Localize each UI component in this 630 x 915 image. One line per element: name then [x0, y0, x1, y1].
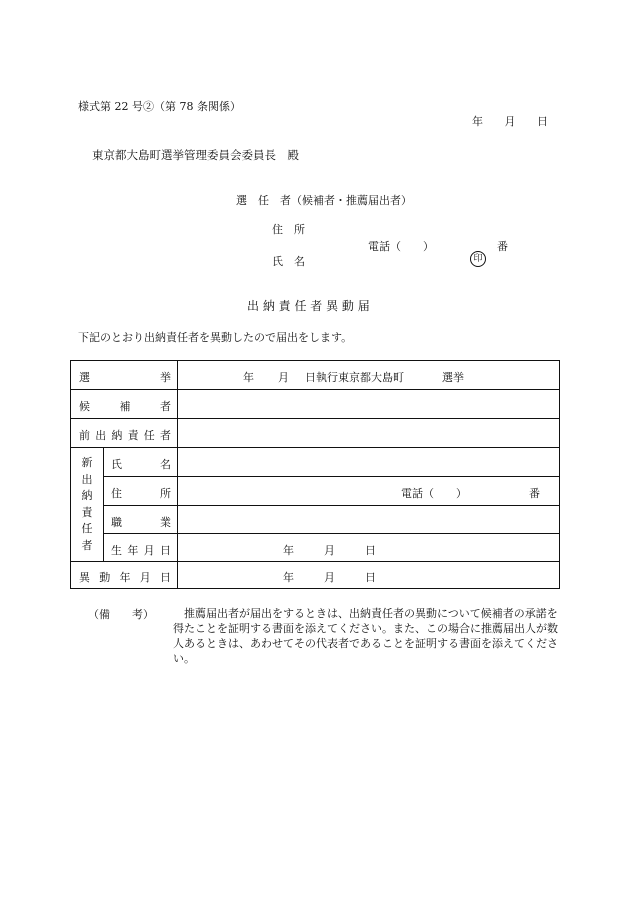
- candidate-label: 候 補 者: [79, 400, 171, 413]
- row-new-address: [103, 476, 559, 506]
- row-former-treasurer: [71, 418, 559, 448]
- new-treasurer-label: 新 出 納 責 任 者: [81, 456, 93, 552]
- change-date-label: 異 動 年 月 日: [79, 571, 171, 584]
- new-phone-suffix: 番: [529, 487, 540, 500]
- appointer-phone-label: 電話（ ）: [368, 240, 434, 253]
- election-year: 年: [243, 371, 254, 384]
- seal-mark: [470, 251, 486, 267]
- row-new-birthdate: [103, 533, 559, 562]
- change-year: 年: [283, 571, 294, 584]
- addressee: 東京都大島町選挙管理委員会委員長 殿: [92, 148, 299, 162]
- document-title: 出 納 責 任 者 異 動 届: [247, 299, 370, 313]
- appointer-label: 選 任 者（候補者・推薦届出者）: [236, 194, 412, 207]
- election-label: 選 挙: [79, 371, 171, 384]
- seal-icon: 印: [470, 251, 486, 267]
- row-new-occupation: [103, 505, 559, 534]
- new-address-label: 住 所: [111, 487, 171, 500]
- change-day: 日: [365, 571, 376, 584]
- appointer-phone-suffix: 番: [497, 240, 508, 253]
- birth-day: 日: [365, 544, 376, 557]
- change-form-table: [70, 360, 560, 589]
- notes-text: 推薦届出者が届出をするときは、出納責任者の異動について候補者の承諾を得たことを証明する書面を添えてください。また、この場合に推薦届出人が数人あるときは、あわせてその代表者であることを証明する書面を添えてください。: [173, 607, 558, 665]
- form-number: 様式第 22 号②（第 78 条関係）: [78, 100, 241, 113]
- birth-year: 年: [283, 544, 294, 557]
- row-candidate: [71, 389, 559, 419]
- new-phone-label: 電話（ ）: [401, 487, 467, 500]
- date-line: [472, 113, 548, 129]
- birth-month: 月: [324, 544, 335, 557]
- election-month: 月: [278, 371, 289, 384]
- intro-text: 下記のとおり出納責任者を異動したので届出をします。: [78, 331, 353, 344]
- appointer-address-label: 住 所: [272, 223, 305, 236]
- new-birthdate-label: 生 年 月 日: [111, 544, 171, 557]
- new-occupation-label: 職 業: [111, 516, 171, 529]
- new-name-label: 氏 名: [111, 458, 171, 471]
- election-date-text: 日執行東京都大島町: [305, 371, 404, 384]
- former-treasurer-label: 前 出 納 責 任 者: [79, 429, 171, 442]
- date-day: 日: [537, 115, 548, 128]
- row-new-name: [71, 447, 559, 477]
- date-year: 年: [472, 115, 483, 128]
- date-month: 月: [504, 115, 516, 128]
- election-suffix: 選挙: [442, 371, 464, 384]
- row-election: [71, 361, 559, 389]
- change-month: 月: [324, 571, 335, 584]
- appointer-name-label: 氏 名: [272, 255, 305, 268]
- notes-label: （備 考）: [88, 608, 154, 621]
- row-change-date: [71, 561, 559, 589]
